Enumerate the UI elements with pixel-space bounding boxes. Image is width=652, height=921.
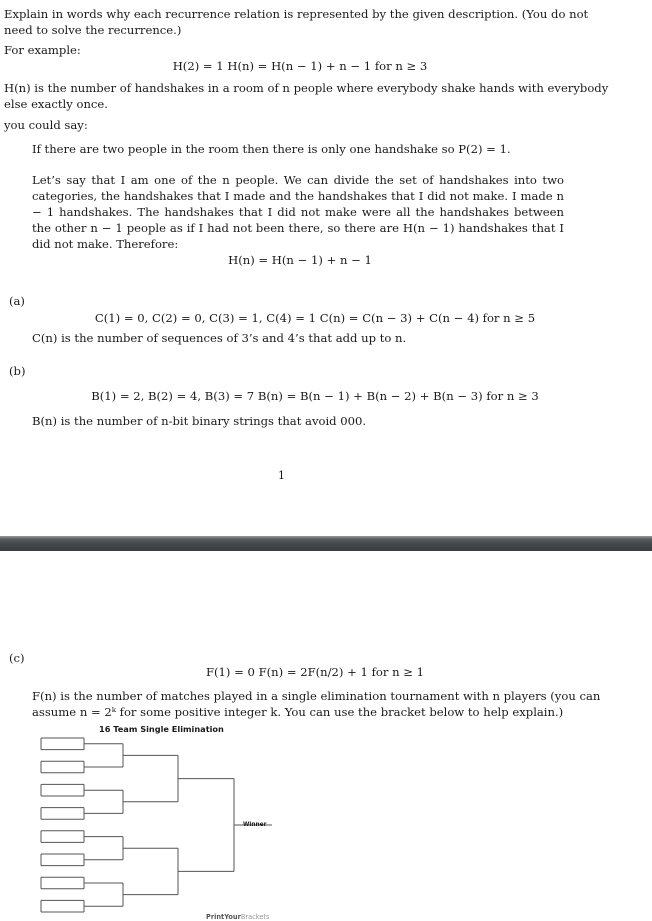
problem-a-recurrence: C(1) = 0, C(2) = 0, C(3) = 1, C(4) = 1 C(n) = C(n − 3) + C(n − 4) for n ≥ 5 — [94, 311, 536, 325]
intro-line-1: Explain in words why each recurrence relation is represented by the given description. (You do not — [4, 7, 589, 21]
example-answer-para-1: If there are two people in the room then there is only one handshake so P(2) = 1. — [32, 142, 511, 156]
example-recurrence: H(2) = 1 H(n) = H(n − 1) + n − 1 for n ≥ 3 — [172, 59, 428, 73]
you-could-say-label: you could say: — [4, 118, 88, 132]
bracket-footer-tail: Brackets — [240, 913, 270, 921]
problem-c-description-line-2: assume n = 2ᵏ for some positive integer k. You can use the bracket below to help explain.) — [32, 705, 564, 719]
example-description-line-1: H(n) is the number of handshakes in a room of n people where everybody shake hands with everybody — [4, 81, 609, 95]
problem-a-label: (a) — [9, 294, 25, 308]
problem-b-label: (b) — [9, 364, 26, 378]
problem-a-description: C(n) is the number of sequences of 3’s and 4’s that add up to n. — [32, 331, 407, 345]
tournament-bracket — [0, 551, 652, 920]
example-conclusion: H(n) = H(n − 1) + n − 1 — [228, 253, 372, 267]
for-example-label: For example: — [4, 43, 81, 57]
problem-c-label: (c) — [9, 651, 25, 665]
bracket-winner-label: Winner — [243, 822, 267, 828]
problem-b-recurrence: B(1) = 2, B(2) = 4, B(3) = 7 B(n) = B(n − 1) + B(n − 2) + B(n − 3) for n ≥ 3 — [91, 389, 539, 403]
page-2 — [0, 551, 652, 920]
problem-b-description: B(n) is the number of n-bit binary strings that avoid 000. — [32, 414, 367, 428]
example-answer-para-2: Let’s say that I am one of the n people. We can divide the set of handshakes into two categories, the handshakes that I made and the handshakes that I did not make. I made n − 1 handshakes. The handshakes that I did not make were all the handshakes between the other n − 1 people as if I had not been there, so there are H(n − 1) handshakes that I did not make. Therefore: — [32, 173, 564, 251]
problem-c-description-line-1: F(n) is the number of matches played in a single elimination tournament with n players (you can — [32, 689, 601, 703]
intro-line-2: need to solve the recurrence.) — [4, 23, 182, 37]
bracket-title: 16 Team Single Elimination — [99, 724, 224, 734]
example-description-line-2: else exactly once. — [4, 97, 108, 111]
page-divider — [0, 536, 652, 551]
problem-c-recurrence: F(1) = 0 F(n) = 2F(n/2) + 1 for n ≥ 1 — [205, 665, 425, 679]
bracket-footer-main: PrintYour — [206, 913, 241, 921]
page-number: 1 — [278, 469, 285, 482]
